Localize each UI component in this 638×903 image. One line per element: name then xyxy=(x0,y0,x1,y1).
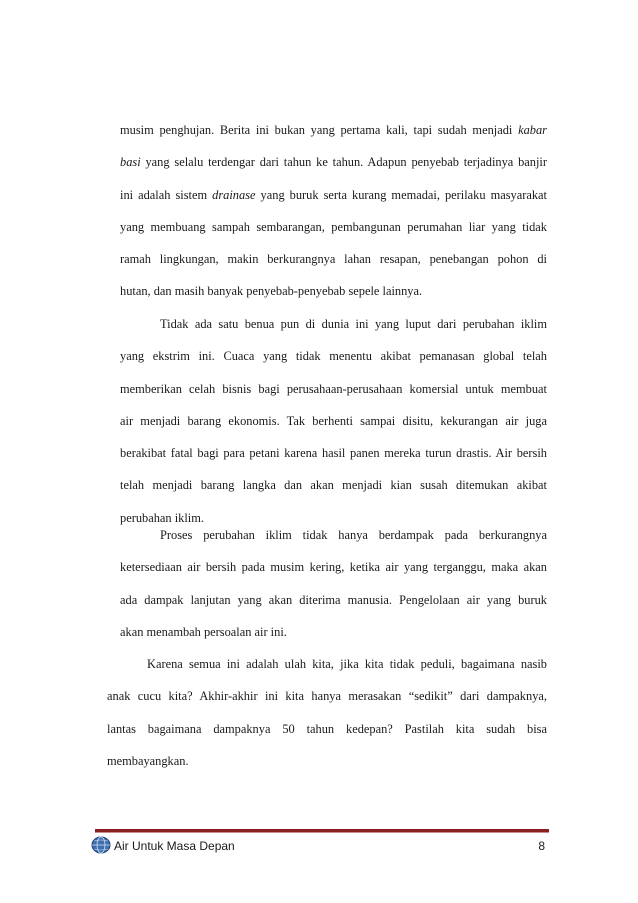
text-line: air menjadi barang ekonomis. Tak berhenti sampai disitu, kekurangan air juga xyxy=(120,413,547,428)
italic-term: kabar xyxy=(518,123,547,137)
italic-term: basi xyxy=(120,155,141,170)
text-line: Tidak ada satu benua pun di dunia ini yang luput dari perubahan iklim xyxy=(160,317,547,331)
text-line: Karena semua ini adalah ulah kita, jika kita tidak peduli, bagaimana nasib xyxy=(147,657,547,671)
text-line: Proses perubahan iklim tidak hanya berdampak pada berkurangnya xyxy=(160,528,547,542)
text-line: ada dampak lanjutan yang akan diterima manusia. Pengelolaan air yang buruk xyxy=(120,592,547,607)
footer-rule xyxy=(95,829,549,832)
text-line: anak cucu kita? Akhir-akhir ini kita hanya merasakan “sedikit” dari dampaknya, xyxy=(107,689,547,704)
text-line: akan menambah persoalan air ini. xyxy=(120,624,287,639)
text-line: membayangkan. xyxy=(107,753,189,768)
text-line: yang ekstrim ini. Cuaca yang tidak menentu akibat pemanasan global telah xyxy=(120,349,547,364)
text-line: berakibat fatal bagi para petani karena hasil panen mereka turun drastis. Air bersih xyxy=(120,446,547,461)
text-line: ini adalah sistem drainase yang buruk serta kurang memadai, perilaku masyarakat xyxy=(120,187,548,202)
text-line: basi yang selalu terdengar dari tahun ke tahun. Adapun penyebab terjadinya banjir xyxy=(120,155,547,170)
text-line: hutan, dan masih banyak penyebab-penyebab sepele lainnya. xyxy=(120,284,423,299)
text-line: yang membuang sampah sembarangan, pembangunan perumahan liar yang tidak xyxy=(120,219,547,234)
text-line: musim penghujan. Berita ini bukan yang pertama kali, tapi sudah menjadi kabar xyxy=(120,123,547,137)
text-line: memberikan celah bisnis bagi perusahaan-perusahaan komersial untuk membuat xyxy=(120,381,547,396)
italic-term: drainase xyxy=(212,187,256,202)
footer-title: Air Untuk Masa Depan xyxy=(114,839,235,853)
page-footer xyxy=(91,836,549,856)
text-line: ramah lingkungan, makin berkurangnya lahan resapan, penebangan pohon di xyxy=(120,252,547,267)
text-line: ketersediaan air bersih pada musim kering, ketika air yang terganggu, maka akan xyxy=(120,560,547,575)
text-line: telah menjadi barang langka dan akan menjadi kian susah ditemukan akibat xyxy=(120,478,547,493)
paragraph-4 xyxy=(107,648,547,777)
paragraph-2 xyxy=(120,308,547,534)
page-number: 8 xyxy=(538,839,545,853)
globe-emblem-icon xyxy=(91,836,111,854)
paragraph-3 xyxy=(120,519,547,648)
paragraph-1 xyxy=(120,114,547,308)
text-line: perubahan iklim. xyxy=(120,510,204,525)
text-line: lantas bagaimana dampaknya 50 tahun kedepan? Pastilah kita sudah bisa xyxy=(107,721,547,736)
